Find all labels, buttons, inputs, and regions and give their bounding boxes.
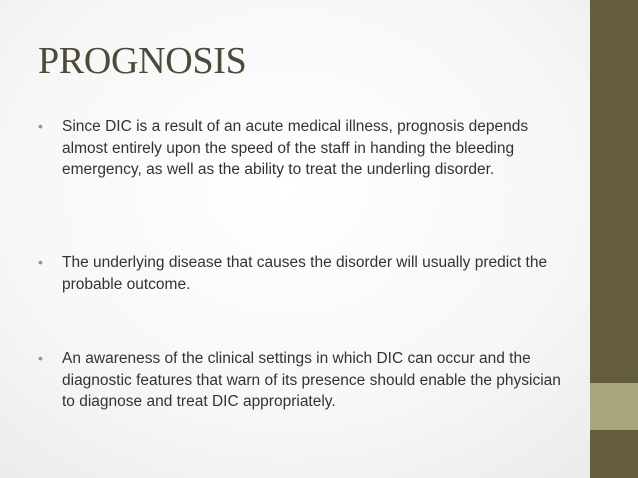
bullet-item — [38, 348, 578, 413]
bullet-text: Since DIC is a result of an acute medical illness, prognosis depends almost entirely upon the speed of the staff in handing the bleeding emergency, as well as the ability to treat the underling disorder. — [62, 118, 529, 178]
bullet-text: The underlying disease that causes the disorder will usually predict the probable outcome. — [62, 254, 548, 293]
side-accent-block — [590, 383, 638, 430]
bullet-item — [38, 116, 578, 252]
bullet-dot-icon: • — [38, 254, 43, 270]
bullet-dot-icon: • — [38, 118, 43, 134]
bullet-item — [38, 252, 578, 348]
bullet-list — [38, 116, 578, 413]
slide-title: PROGNOSIS — [38, 40, 247, 82]
bullet-dot-icon: • — [38, 350, 43, 366]
bullet-text: An awareness of the clinical settings in which DIC can occur and the diagnostic features that warn of its presence should enable the physician to diagnose and treat DIC appropriately. — [62, 350, 561, 410]
